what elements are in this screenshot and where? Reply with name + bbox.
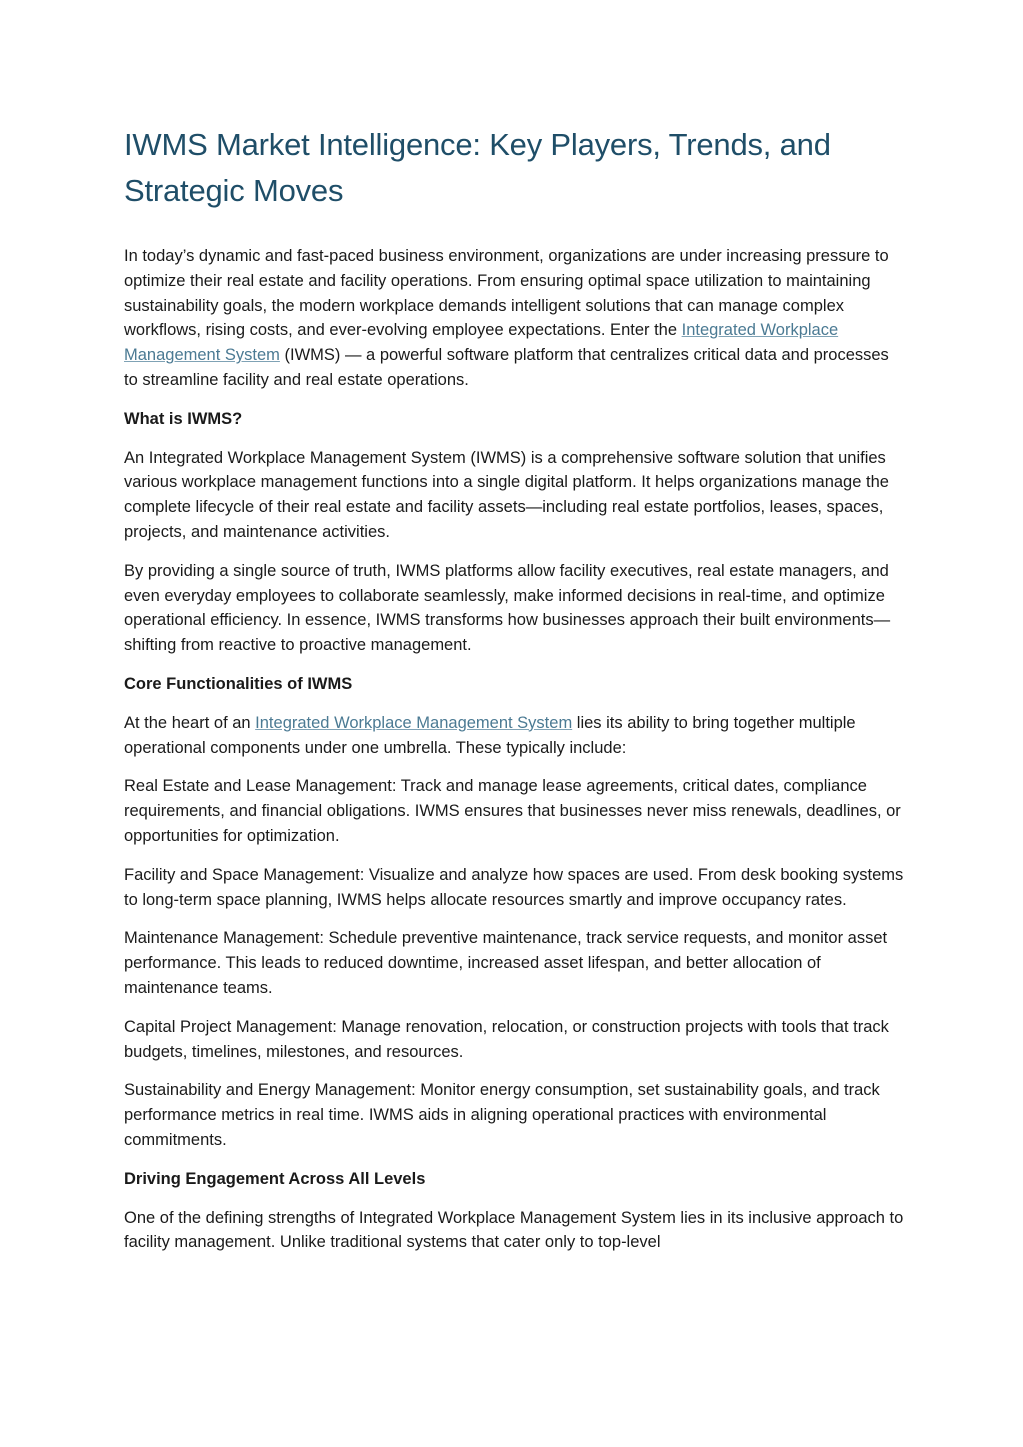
section-heading-driving-engagement: Driving Engagement Across All Levels [124, 1169, 426, 1188]
core-item-sustainability: Sustainability and Energy Management: Monitor energy consumption, set sustainability goals, and track performance metrics in real time. IWMS aids in aligning operational practices with environmental commitments. [124, 1081, 880, 1149]
core-item-facility-space: Facility and Space Management: Visualize and analyze how spaces are used. From desk booking systems to long-term space planning, IWMS helps allocate resources smartly and improve occupancy rates. [124, 865, 904, 909]
iwms-link[interactable]: Integrated Workplace Management System [255, 713, 573, 732]
core-lead-paragraph [124, 711, 904, 761]
document-page [124, 122, 904, 1269]
section-heading-core-functionalities: Core Functionalities of IWMS [124, 674, 353, 693]
intro-text-end: (IWMS) — a powerful software platform that centralizes critical data and processes to streamline facility and real estate operations. [124, 346, 889, 389]
core-item-maintenance: Maintenance Management: Schedule preventive maintenance, track service requests, and monitor asset performance. This leads to reduced downtime, increased asset lifespan, and better allocation of maintenance teams. [124, 929, 888, 997]
section-heading-what-is-iwms: What is IWMS? [124, 409, 243, 428]
engagement-paragraph: One of the defining strengths of Integrated Workplace Management System lies in its inclusive approach to facility management. Unlike traditional systems that cater only to top-level [124, 1208, 904, 1252]
what-paragraph-1: An Integrated Workplace Management System (IWMS) is a comprehensive software solution that unifies various workplace management functions into a single digital platform. It helps organizations manage the complete lifecycle of their real estate and facility assets—including real estate portfolios, leases, spaces, projects, and maintenance activities. [124, 448, 889, 541]
iwms-link[interactable]: Integrated Workplace Management System [124, 321, 839, 365]
what-paragraph-2: By providing a single source of truth, IWMS platforms allow facility executives, real estate managers, and even everyday employees to collaborate seamlessly, make informed decisions in real-time, and optimize operational efficiency. In essence, IWMS transforms how businesses approach their built environments—shifting from reactive to proactive management. [124, 561, 891, 655]
core-lead-text-end: lies its ability to bring together multiple operational components under one umbrella. These typically include: [124, 713, 856, 757]
intro-paragraph [124, 244, 904, 393]
core-item-real-estate: Real Estate and Lease Management: Track and manage lease agreements, critical dates, compliance requirements, and financial obligations. IWMS ensures that businesses never miss renewals, deadlines, or opportunities for optimization. [124, 777, 901, 845]
intro-text-start: In today’s dynamic and fast-paced business environment, organizations are under increasing pressure to optimize their real estate and facility operations. From ensuring optimal space utilization to maintaining sustainability goals, the modern workplace demands intelligent solutions that can manage complex workflows, rising costs, and ever-evolving employee expectations. Enter the [124, 247, 889, 340]
core-item-capital-project: Capital Project Management: Manage renovation, relocation, or construction projects with tools that track budgets, timelines, milestones, and resources. [124, 1017, 889, 1061]
page-title: IWMS Market Intelligence: Key Players, Trends, and Strategic Moves [124, 127, 831, 208]
core-lead-text-start: At the heart of an [124, 713, 256, 732]
